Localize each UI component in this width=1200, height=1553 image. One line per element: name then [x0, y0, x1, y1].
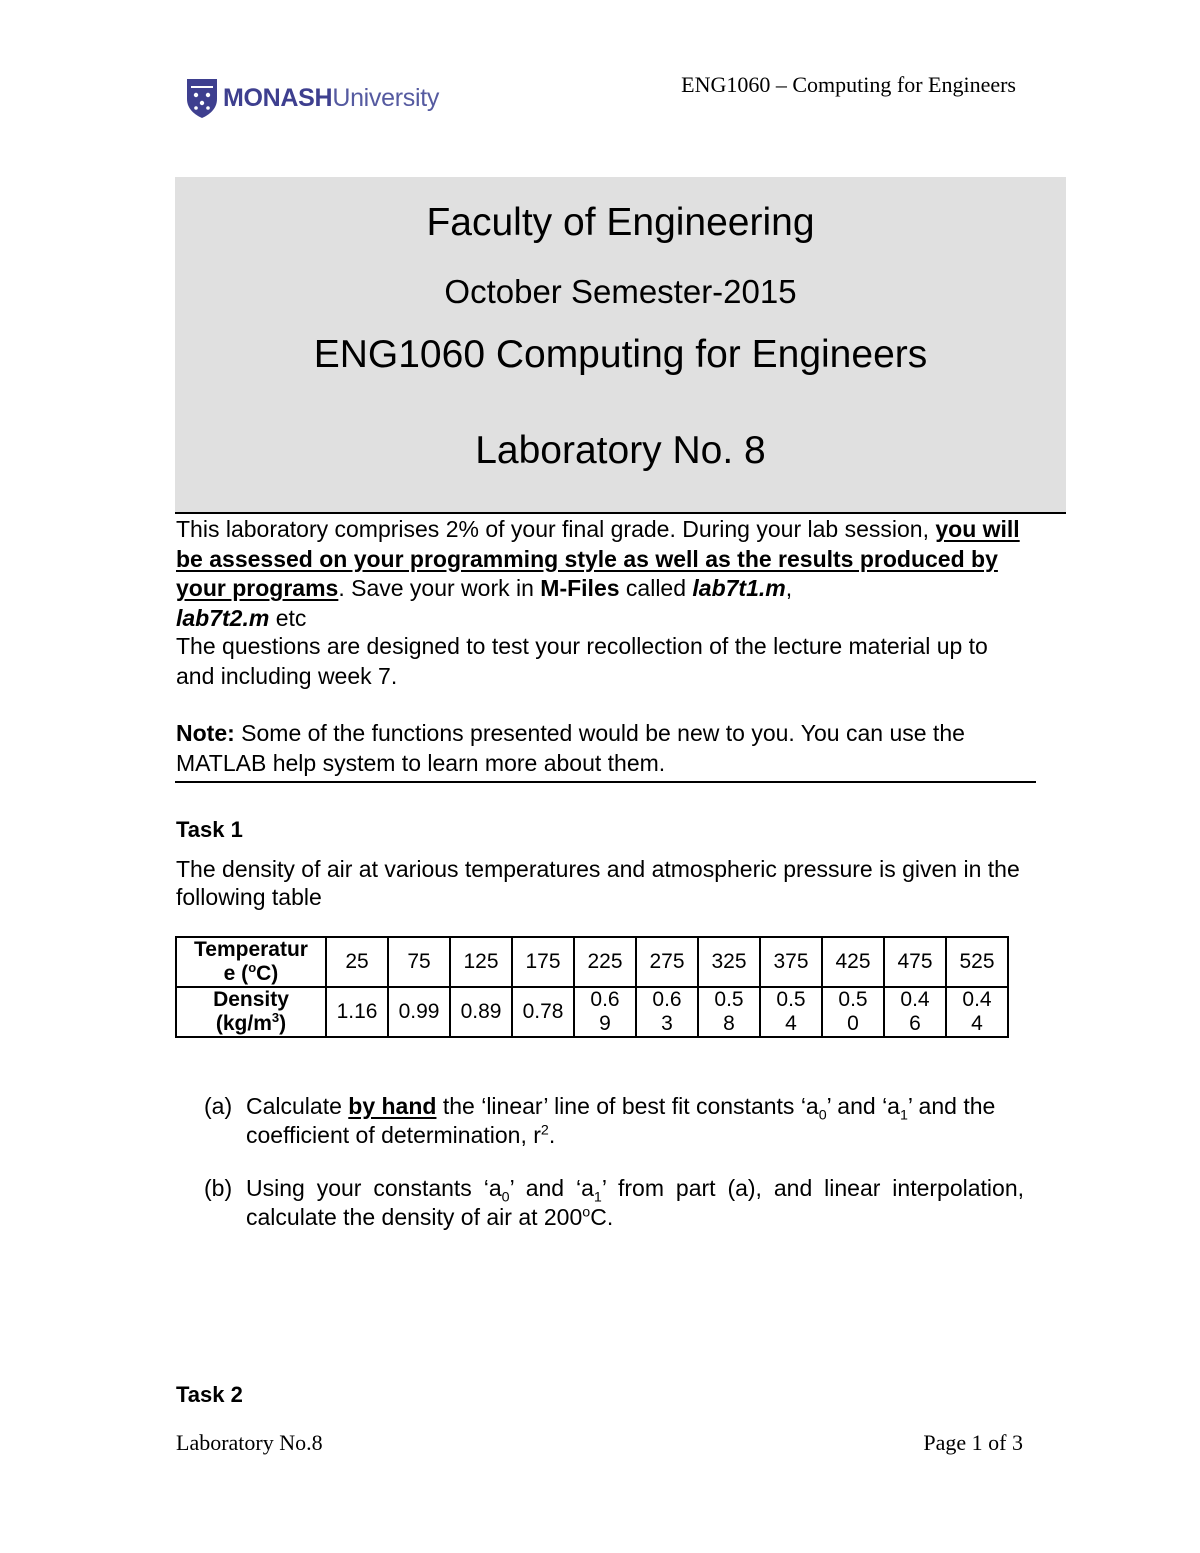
- mfiles-term: M-Files: [540, 575, 620, 601]
- density-value-line1: 0.5: [776, 988, 806, 1011]
- density-header-line1: Density: [213, 988, 289, 1011]
- density-header: [176, 987, 326, 1037]
- density-value-line1: 0.4: [962, 988, 992, 1011]
- intro-etc: etc: [269, 604, 307, 631]
- density-cell: [946, 987, 1008, 1037]
- part-a-label: (a): [204, 1093, 233, 1119]
- intro-text-a: This laboratory comprises 2% of your final grade. During your lab session,: [176, 516, 929, 542]
- temperature-cell: 375: [760, 937, 822, 987]
- course-title: ENG1060 Computing for Engineers: [313, 333, 928, 376]
- questions-paragraph: The questions are designed to test your recollection of the lecture material up to and including week 7.: [176, 633, 988, 689]
- density-cell: [698, 987, 760, 1037]
- monash-crest-icon: [185, 77, 219, 119]
- density-value-line1: 0.6: [590, 988, 620, 1011]
- degree-sign: o: [248, 960, 257, 975]
- task1-part-a: [204, 1092, 1024, 1150]
- density-value-line2: 0: [847, 1012, 859, 1035]
- monash-logo: [185, 76, 439, 120]
- density-value-line2: 4: [785, 1012, 797, 1035]
- part-b-text-2: ’ and ‘a: [509, 1175, 594, 1201]
- temperature-header: [176, 937, 326, 987]
- semester-title: October Semester-2015: [444, 273, 797, 310]
- logo-word-monash: MONASH: [223, 83, 333, 112]
- part-a-text-2: the ‘linear’ line of best fit constants ‘a: [436, 1093, 819, 1119]
- part-b-text-3: ’ from part (a), and linear interpolation, calculate the density of air at 200: [246, 1175, 1024, 1230]
- intro-paragraph: [176, 515, 1024, 633]
- density-cell: [822, 987, 884, 1037]
- temperature-cell: 275: [636, 937, 698, 987]
- temperature-cell: 25: [326, 937, 388, 987]
- density-value-line1: 0.4: [900, 988, 930, 1011]
- footer-page-number: Page 1 of 3: [923, 1430, 1023, 1455]
- part-b-text: [246, 1174, 1024, 1232]
- section-divider: [175, 781, 1036, 783]
- temperature-cell: 475: [884, 937, 946, 987]
- part-a-text-4: ’ and the coefficient of determination, r: [246, 1093, 996, 1148]
- density-cell: [326, 987, 388, 1037]
- density-cell: [760, 987, 822, 1037]
- temperature-cell: 425: [822, 937, 884, 987]
- degree-sign: o: [582, 1204, 591, 1221]
- task1-heading: Task 1: [176, 817, 243, 842]
- density-value-line1: 0.6: [652, 988, 682, 1011]
- part-a-text-3: ’ and ‘a: [826, 1093, 900, 1119]
- temperature-cell: 75: [388, 937, 450, 987]
- subscript-0: 0: [501, 1189, 510, 1206]
- density-value-line2: 3: [661, 1012, 673, 1035]
- filename-1: lab7t1.m: [692, 575, 786, 601]
- title-box: [175, 177, 1066, 514]
- density-value-line2: 9: [599, 1012, 611, 1035]
- density-value-line2: 6: [909, 1012, 921, 1035]
- temperature-header-unit: C): [256, 962, 279, 985]
- part-a-text-1: Calculate: [246, 1093, 349, 1119]
- note-label: Note:: [176, 720, 235, 746]
- note-paragraph: [176, 719, 1024, 778]
- density-value-line2: 4: [971, 1012, 983, 1035]
- density-cell: [388, 987, 450, 1037]
- faculty-title: Faculty of Engineering: [426, 201, 815, 244]
- subscript-1: 1: [899, 1107, 908, 1124]
- part-a-text: [246, 1092, 1024, 1150]
- density-header-close: ): [279, 1012, 287, 1035]
- task1-part-b: [204, 1174, 1024, 1232]
- footer-lab-number: Laboratory No.8: [176, 1430, 323, 1455]
- lab-title: Laboratory No. 8: [475, 429, 766, 472]
- temperature-cell: 125: [450, 937, 512, 987]
- task2-heading: Task 2: [176, 1382, 243, 1407]
- task1-description: The density of air at various temperatures and atmospheric pressure is given in the following table: [176, 856, 1020, 910]
- temperature-header-line1: Temperatur: [194, 938, 308, 961]
- density-cell: [636, 987, 698, 1037]
- density-cell: [884, 987, 946, 1037]
- by-hand-emphasis: by hand: [348, 1093, 437, 1119]
- density-value: 0.78: [522, 1000, 564, 1023]
- temperature-cell: 175: [512, 937, 574, 987]
- part-b-text-4: C.: [590, 1204, 614, 1230]
- assessment-emphasis: you will be assessed on your programming style as well as the results produced by your programs: [176, 516, 1020, 601]
- filename-2: lab7t2.m: [176, 604, 270, 631]
- intro-comma: ,: [785, 575, 793, 601]
- intro-text-b: . Save your work in: [338, 575, 541, 601]
- subscript-1: 1: [593, 1189, 602, 1206]
- cubed-sign: 3: [271, 1010, 280, 1025]
- density-value: 0.89: [460, 1000, 502, 1023]
- density-value: 0.99: [398, 1000, 440, 1023]
- temperature-cell: 325: [698, 937, 760, 987]
- temperature-header-line2: e (: [223, 962, 249, 985]
- superscript-2: 2: [540, 1122, 549, 1139]
- logo-word-university: University: [332, 83, 440, 112]
- density-value: 1.16: [336, 1000, 378, 1023]
- part-b-label: (b): [204, 1175, 233, 1201]
- density-value-line2: 8: [723, 1012, 735, 1035]
- logo-wordmark: [223, 84, 439, 113]
- note-text: Some of the functions presented would be new to you. You can use the MATLAB help system to learn more about them.: [176, 720, 965, 776]
- density-value-line1: 0.5: [714, 988, 744, 1011]
- density-cell: [574, 987, 636, 1037]
- part-a-text-5: .: [548, 1122, 556, 1148]
- density-cell: [450, 987, 512, 1037]
- temperature-row: [176, 937, 1008, 987]
- density-row: [176, 987, 1008, 1037]
- running-header: ENG1060 – Computing for Engineers: [681, 72, 1016, 97]
- subscript-0: 0: [818, 1107, 827, 1124]
- density-value-line1: 0.5: [838, 988, 868, 1011]
- density-cell: [512, 987, 574, 1037]
- density-table: [175, 936, 1009, 1038]
- part-b-text-1: Using your constants ‘a: [246, 1175, 502, 1201]
- temperature-cell: 225: [574, 937, 636, 987]
- temperature-cell: 525: [946, 937, 1008, 987]
- intro-text-c: called: [619, 575, 693, 601]
- density-header-line2: (kg/m: [215, 1012, 272, 1035]
